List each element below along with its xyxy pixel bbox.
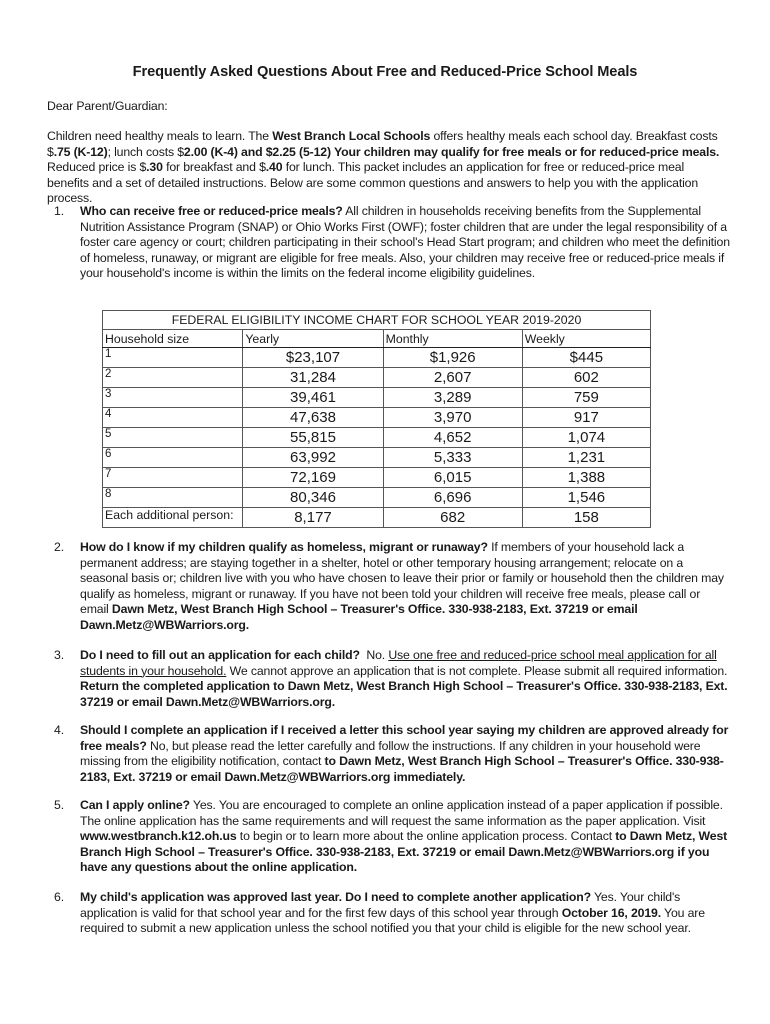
cell-yearly: 63,992	[243, 448, 383, 468]
table-row	[103, 508, 651, 528]
cell-weekly: 1,388	[522, 468, 650, 488]
faq-answer: If members of your household lack a permanent address; are staying together in a shelter, hotel or other temporary housing arrangement; relocate on a seasonal basis or; children live with you who have chosen to leave their prior or family or household then the children may qualify as homeless, migrant or runaway. If you have not been told your children will receive free meals, please call or email	[80, 540, 724, 616]
intro-text: Reduced price is $	[47, 160, 147, 174]
table-row	[103, 368, 651, 388]
cell-household-size: 7	[103, 468, 243, 488]
intro-text: offers healthy meals each school day. Breakfast costs $	[47, 129, 718, 159]
faq-number: 3.	[54, 648, 64, 662]
cell-weekly: $445	[522, 348, 650, 368]
cell-monthly: 3,970	[383, 408, 522, 428]
faq-answer: to begin or to learn more about the online application process. Contact	[236, 829, 616, 843]
faq-number: 2.	[54, 540, 64, 554]
table-row	[103, 388, 651, 408]
faq-item-5	[54, 798, 730, 876]
faq-number: 5.	[54, 798, 64, 812]
faq-number: 6.	[54, 890, 64, 904]
faq-question: How do I know if my children qualify as homeless, migrant or runaway?	[80, 540, 488, 554]
intro-paragraph	[47, 129, 729, 207]
faq-question: Can I apply online?	[80, 798, 190, 812]
lunch-price-and-eligibility: 2.00 (K-4) and $2.25 (5-12) Your children may qualify for free meals or for reduced-price meals.	[183, 144, 720, 159]
faq-answer: No, but please read the letter carefully and follow the instructions. If any children in your household were missing from the eligibility notification, contact	[80, 738, 701, 768]
faq-answer-pre: No.	[359, 648, 389, 662]
faq-number: 1.	[54, 204, 64, 218]
table-row	[103, 448, 651, 468]
faq-item-1	[54, 204, 730, 282]
cell-yearly: 8,177	[243, 508, 383, 528]
cell-monthly: $1,926	[383, 348, 522, 368]
reduced-lunch-price: .40	[265, 160, 283, 174]
cell-yearly: $23,107	[243, 348, 383, 368]
deadline-date: October 16, 2019.	[561, 905, 661, 920]
school-district-name: West Branch Local Schools	[272, 129, 431, 143]
cell-household-size: 5	[103, 428, 243, 448]
website-link[interactable]: www.westbranch.k12.oh.us	[80, 829, 237, 843]
table-header-row	[103, 330, 651, 348]
cell-yearly: 39,461	[243, 388, 383, 408]
header-monthly: Monthly	[383, 330, 522, 348]
faq-answer: We cannot approve an application that is not complete. Please submit all required information.	[226, 663, 728, 678]
cell-weekly: 1,231	[522, 448, 650, 468]
cell-monthly: 5,333	[383, 448, 522, 468]
table-caption-row	[103, 311, 651, 330]
intro-text: ; lunch costs $	[107, 144, 184, 159]
table-row	[103, 428, 651, 448]
cell-yearly: 80,346	[243, 488, 383, 508]
cell-weekly: 158	[522, 508, 650, 528]
faq-question: Who can receive free or reduced-price meals?	[80, 204, 343, 218]
faq-underlined-instruction: Use one free and reduced-price school meal application for all students in your household.	[80, 648, 717, 678]
faq-item-2	[54, 540, 730, 633]
cell-household-size: 6	[103, 448, 243, 468]
greeting: Dear Parent/Guardian:	[47, 99, 168, 113]
cell-yearly: 47,638	[243, 408, 383, 428]
cell-yearly: 31,284	[243, 368, 383, 388]
cell-household-size: 2	[103, 368, 243, 388]
cell-monthly: 2,607	[383, 368, 522, 388]
intro-text: Children need healthy meals to learn. The	[47, 129, 273, 143]
table-row	[103, 408, 651, 428]
header-yearly: Yearly	[243, 330, 383, 348]
cell-weekly: 602	[522, 368, 650, 388]
faq-contact: Return the completed application to Dawn Metz, West Branch High School – Treasurer's Office. 330-938-2183, Ext. 37219 or email Dawn.Metz@WBWarriors.org.	[80, 679, 728, 709]
cell-monthly: 4,652	[383, 428, 522, 448]
faq-answer: Yes. You are encouraged to complete an online application instead of a paper application if possible. The online application has the same requirements and will request the same information as the paper application. Visit	[80, 798, 723, 828]
cell-household-size: 4	[103, 408, 243, 428]
faq-contact: to Dawn Metz, West Branch High School – Treasurer's Office. 330-938-2183, Ext. 37219 or email Dawn.Metz@WBWarriors.org if you have any questions about the online application.	[80, 829, 728, 874]
cell-monthly: 6,015	[383, 468, 522, 488]
cell-household-size: Each additional person:	[103, 508, 243, 528]
header-weekly: Weekly	[522, 330, 650, 348]
faq-question: Should I complete an application if I received a letter this school year saying my children are approved already for free meals?	[80, 723, 729, 753]
faq-answer: All children in households receiving benefits from the Supplemental Nutrition Assistance Program (SNAP) or Ohio Works First (OWF); foster children that are under the legal responsibility of a foster care agency or court; children participating in their school's Head Start program; and children who meet the definition of homeless, runaway, or migrant are eligible for free meals. Also, your children may receive free or reduced-price meals if your household's income is within the limits on the federal income eligibility guidelines.	[80, 204, 730, 280]
faq-answer: You are required to submit a new application unless the school notified you that your child is eligible for the new school year.	[80, 905, 705, 935]
faq-answer: Yes. Your child's application is valid for that school year and for the first few days of this school year through	[80, 890, 681, 920]
income-eligibility-table	[102, 310, 651, 528]
intro-text: for lunch. This packet includes an application for free or reduced-price meal benefits and a set of detailed instructions. Below are some common questions and answers to help you with the application process.	[47, 160, 699, 205]
cell-household-size: 1	[103, 348, 243, 368]
faq-question: Do I need to fill out an application for each child?	[80, 648, 360, 662]
cell-household-size: 3	[103, 388, 243, 408]
reduced-breakfast-price: .30	[146, 160, 163, 174]
cell-household-size: 8	[103, 488, 243, 508]
faq-item-4	[54, 723, 730, 785]
breakfast-price: .75 (K-12)	[53, 144, 108, 159]
table-caption: FEDERAL ELIGIBILITY INCOME CHART FOR SCHOOL YEAR 2019-2020	[103, 311, 651, 330]
faq-number: 4.	[54, 723, 64, 737]
faq-question: My child's application was approved last year. Do I need to complete another application?	[80, 890, 591, 904]
cell-monthly: 682	[383, 508, 522, 528]
cell-weekly: 1,074	[522, 428, 650, 448]
faq-contact: to Dawn Metz, West Branch High School – Treasurer's Office. 330-938-2183, Ext. 37219 or email Dawn.Metz@WBWarriors.org immediately.	[80, 754, 724, 784]
cell-weekly: 759	[522, 388, 650, 408]
table-row	[103, 488, 651, 508]
table-row	[103, 468, 651, 488]
cell-yearly: 72,169	[243, 468, 383, 488]
intro-text: for breakfast and $	[162, 160, 266, 174]
page-title: Frequently Asked Questions About Free and Reduced-Price School Meals	[132, 64, 638, 80]
header-household-size: Household size	[103, 330, 243, 348]
table-row	[103, 348, 651, 368]
cell-weekly: 917	[522, 408, 650, 428]
faq-item-3	[54, 648, 730, 710]
cell-monthly: 6,696	[383, 488, 522, 508]
faq-item-6	[54, 890, 730, 937]
cell-yearly: 55,815	[243, 428, 383, 448]
cell-monthly: 3,289	[383, 388, 522, 408]
faq-contact: Dawn Metz, West Branch High School – Treasurer's Office. 330-938-2183, Ext. 37219 or email Dawn.Metz@WBWarriors.org.	[80, 602, 638, 632]
cell-weekly: 1,546	[522, 488, 650, 508]
